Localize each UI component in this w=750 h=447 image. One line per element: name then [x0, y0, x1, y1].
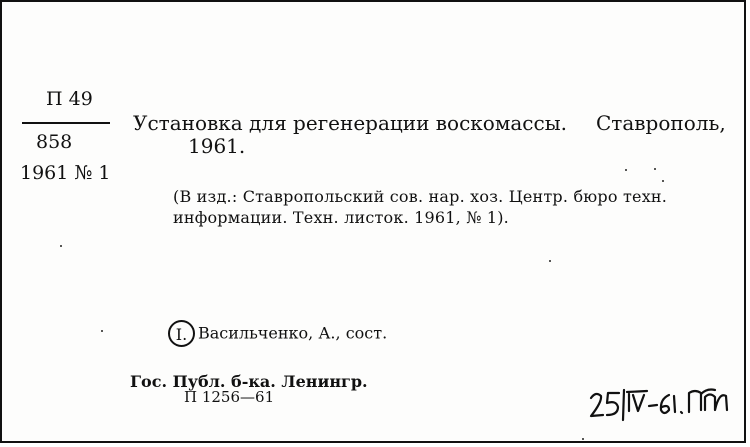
- ink-speck: [582, 438, 584, 440]
- added-entry-name: Васильченко, А., сост.: [198, 323, 388, 343]
- ink-speck: [654, 168, 656, 170]
- source-note-line2: информации. Техн. листок. 1961, № 1).: [173, 208, 509, 227]
- added-entry-marker: I.: [168, 320, 195, 347]
- entry-place: Ставрополь,: [596, 111, 726, 135]
- handwritten-date-signature: [587, 384, 737, 424]
- library-name: Гос. Публ. б-ка. Ленингр.: [130, 372, 368, 391]
- entry-year: 1961.: [188, 134, 246, 158]
- ink-speck: [101, 330, 103, 332]
- shelf-year-issue: 1961 № 1: [20, 162, 111, 184]
- shelf-divider: [22, 122, 110, 124]
- ink-speck: [60, 245, 62, 247]
- ink-speck: [549, 260, 551, 262]
- shelf-number: 858: [36, 131, 73, 153]
- entry-title: Установка для регенерации воскомассы.: [133, 111, 567, 135]
- shelf-code: П 49: [46, 88, 93, 110]
- ink-speck: [662, 180, 664, 182]
- inventory-number: П 1256—61: [184, 388, 275, 406]
- source-note-line1: (В изд.: Ставропольский сов. нар. хоз. Центр. бюро техн.: [173, 187, 668, 206]
- added-entry: [168, 320, 387, 347]
- ink-speck: [625, 169, 627, 171]
